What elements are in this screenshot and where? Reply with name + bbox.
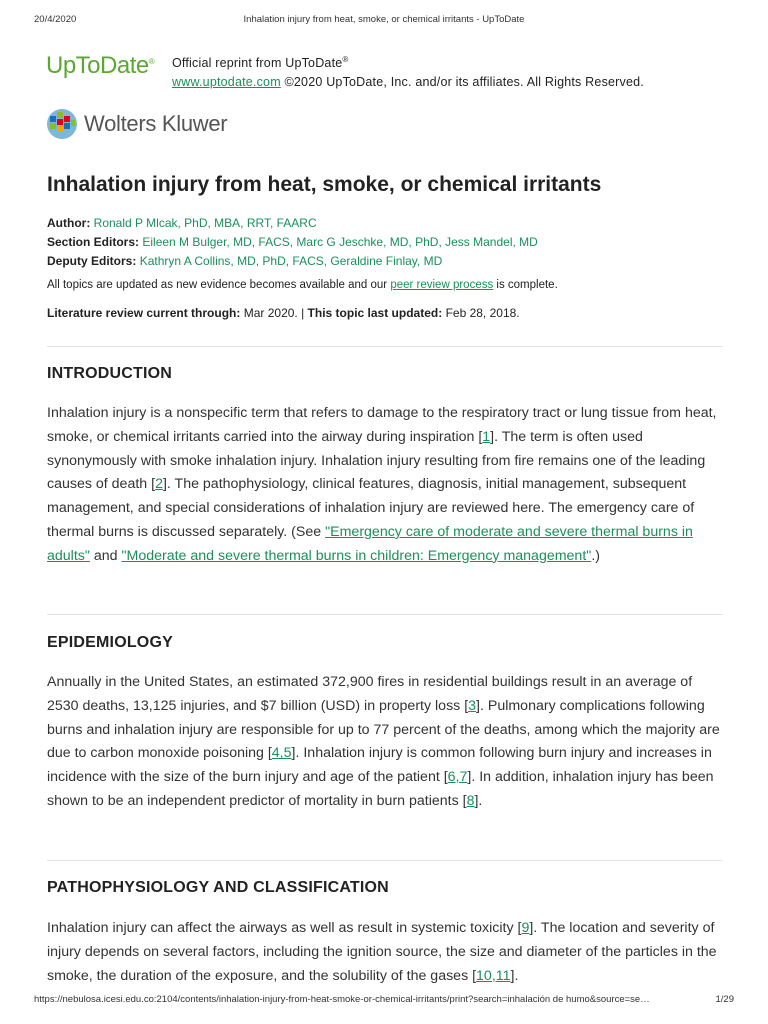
print-header xyxy=(34,14,734,28)
text-run: and xyxy=(89,547,122,564)
uptodate-logo-text: UpToDate xyxy=(46,52,149,79)
print-footer xyxy=(34,994,734,1008)
reference-link-8[interactable]: 8 xyxy=(466,792,475,809)
deputy-editors-row xyxy=(47,252,727,271)
reprint-line: Official reprint from UpToDate xyxy=(172,56,343,71)
text-run: ]. The location and severity of injury depends on several factors, including the ignition source, the size and diameter of the particles in the smoke, the duration of the exposure, and the solubility of the gases [ xyxy=(47,920,717,984)
text-run: ]. xyxy=(510,967,519,984)
publisher-name: Wolters Kluwer xyxy=(84,111,228,136)
review-dates xyxy=(47,306,520,320)
print-date: 20/4/2020 xyxy=(34,14,77,25)
text-run: Inhalation injury can affect the airways as well as result in systemic toxicity [ xyxy=(47,920,522,936)
paragraph-introduction xyxy=(47,402,725,569)
print-url: https://nebulosa.icesi.edu.co:2104/contents/inhalation-injury-from-heat-smoke-or-chemical-irritants/print?search=inhalación de humo&source=se… xyxy=(34,994,650,1005)
divider xyxy=(47,614,723,615)
deputy-editors-label: Deputy Editors: xyxy=(47,254,137,268)
lit-review-label: Literature review current through: xyxy=(47,306,241,320)
copyright-text: ©2020 UpToDate, Inc. and/or its affiliates. All Rights Reserved. xyxy=(284,75,644,90)
reference-link-9[interactable]: 9 xyxy=(521,920,530,936)
last-updated-value: Feb 28, 2018. xyxy=(445,306,520,320)
uptodate-logo[interactable] xyxy=(46,52,154,80)
text-run: ]. The term is often used synonymously with smoke inhalation injury. Inhalation injury resulting from fire remains one of the leading causes of death [ xyxy=(47,428,706,493)
reference-link-3[interactable]: 3 xyxy=(468,697,477,714)
page-number: 1/29 xyxy=(715,994,734,1005)
author-label: Author: xyxy=(47,216,91,230)
text-run: ]. Pulmonary complications following burns and inhalation injury are responsible for up to 77 percent of the deaths, among which the majority are due to carbon monoxide poisoning [ xyxy=(47,697,720,762)
last-updated-label: This topic last updated: xyxy=(307,306,443,320)
wolters-kluwer-logo xyxy=(46,108,306,140)
divider xyxy=(47,346,723,347)
print-title: Inhalation injury from heat, smoke, or chemical irritants - UpToDate xyxy=(243,14,525,25)
divider xyxy=(47,860,723,861)
section-heading-epidemiology: EPIDEMIOLOGY xyxy=(47,634,173,651)
text-run: Inhalation injury is a nonspecific term that refers to damage to the respiratory tract or lung tissue from heat, smoke, or chemical irritants carried into the airway during inspiration [ xyxy=(47,405,717,445)
author-link[interactable]: Ronald P Mlcak, PhD, MBA, RRT, FAARC xyxy=(93,216,317,230)
note-after: is complete. xyxy=(493,279,558,291)
paragraph-epidemiology xyxy=(47,671,725,814)
reference-link-6-7[interactable]: 6,7 xyxy=(447,769,468,786)
update-note xyxy=(47,279,558,291)
paragraph-pathophysiology xyxy=(47,917,725,988)
reprint-mark: ® xyxy=(342,55,349,64)
reference-link-4-5[interactable]: 4,5 xyxy=(271,745,292,762)
section-editors-link[interactable]: Eileen M Bulger, MD, FACS, Marc G Jeschke, MD, PhD, Jess Mandel, MD xyxy=(142,235,538,249)
article-meta xyxy=(47,214,727,271)
reprint-notice xyxy=(172,50,644,92)
wolters-kluwer-globe-icon xyxy=(46,108,78,140)
topic-link-adult-burns[interactable]: "Emergency care of moderate and severe thermal burns in adults" xyxy=(47,523,693,564)
note-before: All topics are updated as new evidence becomes available and our xyxy=(47,279,391,291)
reference-link-2[interactable]: 2 xyxy=(155,476,163,493)
text-run: ]. In addition, inhalation injury has been shown to be an independent predictor of mortality in burn patients [ xyxy=(47,769,714,809)
text-run: ]. The pathophysiology, clinical features, diagnosis, initial management, subsequent management, and special considerations of inhalation injury are reviewed here. The emergency care of thermal burns is discussed separately. (See xyxy=(47,476,695,540)
section-heading-introduction: INTRODUCTION xyxy=(47,365,173,382)
text-run: .) xyxy=(591,547,600,564)
author-row xyxy=(47,214,727,233)
article-title: Inhalation injury from heat, smoke, or chemical irritants xyxy=(47,173,602,196)
brand-row xyxy=(46,48,746,88)
section-editors-row xyxy=(47,233,727,252)
text-run: ]. xyxy=(474,792,483,809)
topic-link-child-burns[interactable]: "Moderate and severe thermal burns in children: Emergency management" xyxy=(121,547,592,564)
section-heading-pathophysiology: PATHOPHYSIOLOGY AND CLASSIFICATION xyxy=(47,879,389,896)
uptodate-logo-mark: ® xyxy=(148,57,155,66)
text-run: ]. Inhalation injury is common following burn injury and increases in incidence with the size of the burn injury and age of the patient [ xyxy=(47,745,712,786)
deputy-editors-link[interactable]: Kathryn A Collins, MD, PhD, FACS, Geraldine Finlay, MD xyxy=(139,254,443,268)
text-run: Annually in the United States, an estimated 372,900 fires in residential buildings result in an average of 2530 deaths, 13,125 injuries, and $7 billion (USD) in property loss [ xyxy=(47,674,693,714)
uptodate-site-link[interactable]: www.uptodate.com xyxy=(172,75,281,90)
reference-link-10-11[interactable]: 10,11 xyxy=(476,967,511,984)
reference-link-1[interactable]: 1 xyxy=(482,428,491,445)
section-editors-label: Section Editors: xyxy=(47,235,140,249)
peer-review-link[interactable]: peer review process xyxy=(390,279,494,291)
lit-review-value: Mar 2020. | xyxy=(243,306,308,320)
